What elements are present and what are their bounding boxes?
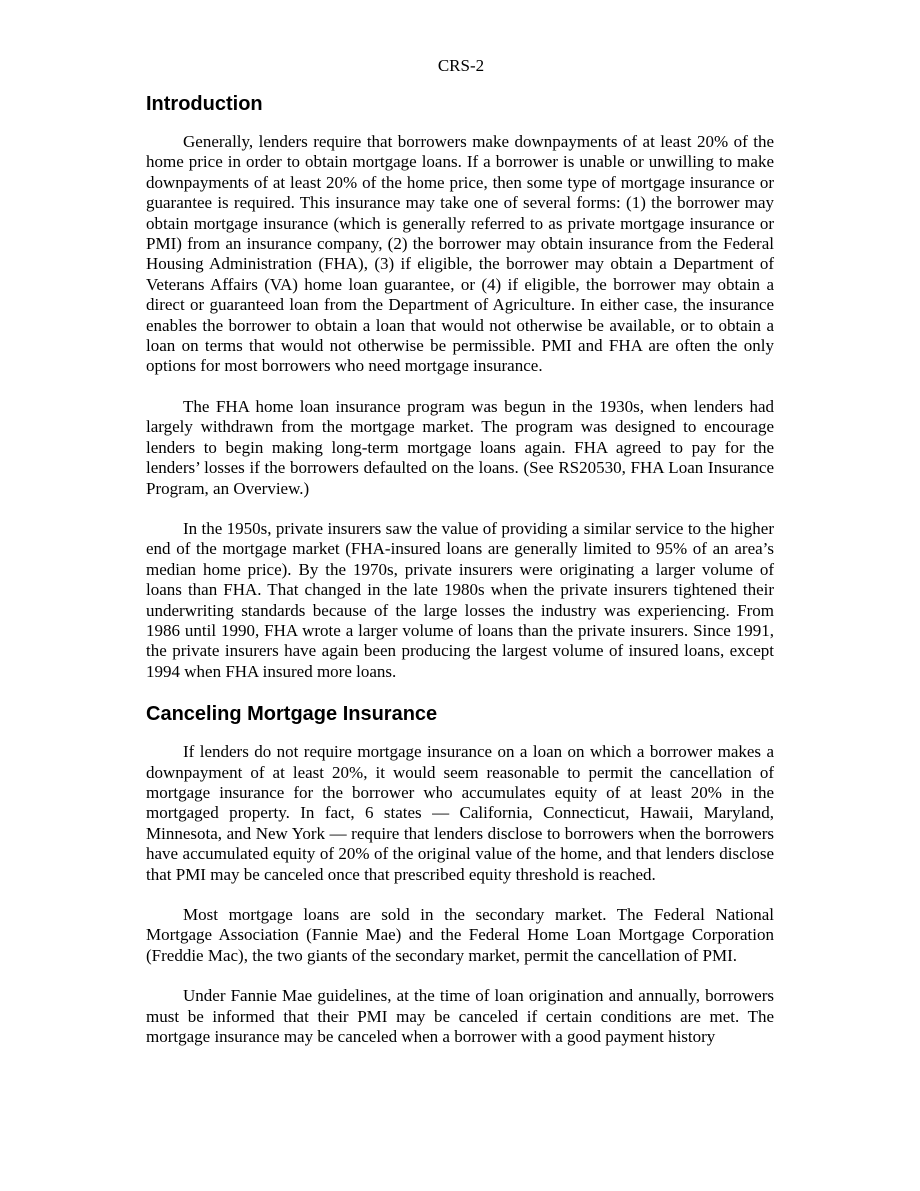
section-introduction: [146, 92, 774, 682]
paragraph: The FHA home loan insurance program was begun in the 1930s, when lenders had largely withdrawn from the mortgage market. The program was designed to encourage lenders to begin making long-term mortgage loans again. FHA agreed to pay for the lenders’ losses if the borrowers defaulted on the loans. (See RS20530, FHA Loan Insurance Program, an Overview.): [146, 396, 774, 498]
section-canceling-mortgage-insurance: [146, 702, 774, 1047]
section-heading-introduction: Introduction: [146, 93, 263, 115]
paragraph: Most mortgage loans are sold in the secondary market. The Federal National Mortgage Association (Fannie Mae) and the Federal Home Loan Mortgage Corporation (Freddie Mac), the two giants of the secondary market, permit the cancellation of PMI.: [146, 905, 774, 965]
paragraph: Generally, lenders require that borrowers make downpayments of at least 20% of the home price in order to obtain mortgage loans. If a borrower is unable or unwilling to make downpayments of at least 20% of the home price, then some type of mortgage insurance or guarantee is required. This insurance may take one of several forms: (1) the borrower may obtain mortgage insurance (which is generally referred to as private mortgage insurance or PMI) from an insurance company, (2) the borrower may obtain insurance from the Federal Housing Administration (FHA), (3) if eligible, the borrower may obtain a Department of Veterans Affairs (VA) home loan guarantee, or (4) if eligible, the borrower may obtain a direct or guaranteed loan from the Department of Agriculture. In either case, the insurance enables the borrower to obtain a loan that would not otherwise be available, or to obtain a loan on terms that would not otherwise be permissible. PMI and FHA are often the only options for most borrowers who need mortgage insurance.: [146, 132, 774, 376]
paragraph: If lenders do not require mortgage insurance on a loan on which a borrower makes a downpayment of at least 20%, it would seem reasonable to permit the cancellation of mortgage insurance for the borrower who accumulates equity of at least 20% in the mortgaged property. In fact, 6 states — California, Connecticut, Hawaii, Maryland, Minnesota, and New York — require that lenders disclose to borrowers when the borrowers have accumulated equity of 20% of the original value of the home, and that lenders disclose that PMI may be canceled once that prescribed equity threshold is reached.: [146, 742, 774, 884]
paragraph: Under Fannie Mae guidelines, at the time of loan origination and annually, borrowers must be informed that their PMI may be canceled if certain conditions are met. The mortgage insurance may be canceled when a borrower with a good payment history: [146, 986, 774, 1047]
section-heading-canceling-mortgage-insurance: Canceling Mortgage Insurance: [146, 703, 438, 726]
page-number-header: CRS-2: [437, 56, 485, 75]
paragraph: In the 1950s, private insurers saw the value of providing a similar service to the higher end of the mortgage market (FHA-insured loans are generally limited to 95% of an area’s median home price). By the 1970s, private insurers were originating a larger volume of loans than FHA. That changed in the late 1980s when the private insurers tightened their underwriting standards because of the large losses the industry was experiencing. From 1986 until 1990, FHA wrote a larger volume of loans than the private insurers. Since 1991, the private insurers have again been producing the largest volume of insured loans, except 1994 when FHA insured more loans.: [146, 518, 774, 681]
